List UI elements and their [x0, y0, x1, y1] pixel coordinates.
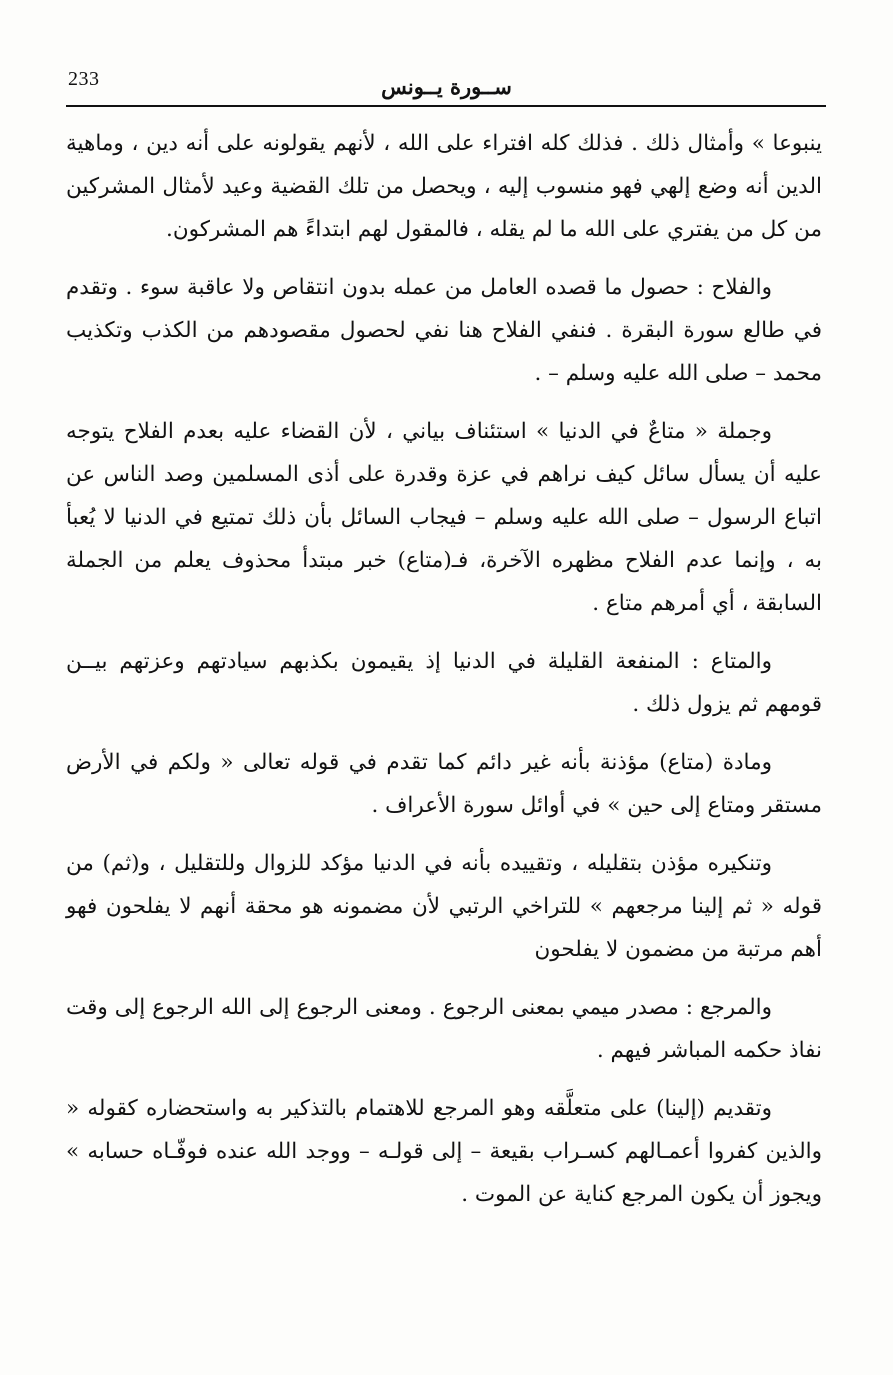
- paragraph-3: وجملة « متاعٌ في الدنيا » استئناف بياني ، لأن القضاء عليه بعدم الفلاح يتوجه عليه أن يسأل سائل كيف نراهم في عزة وقدرة على أذى المسلمين وصد الناس عن اتباع الرسول – صلى الله عليه وسلم – فيجاب السائل بأن ذلك تمتيع في الدنيا لا يُعبأ به ، وإنما عدم الفلاح مظهره الآخرة، فـ(متاع) خبر مبتدأ محذوف يعلم من الجملة السابقة ، أي أمرهم متاع .: [66, 419, 822, 616]
- paragraph-7: والمرجع : مصدر ميمي بمعنى الرجوع . ومعنى الرجوع إلى الله الرجوع إلى وقت نفاذ حكمه المباشر فيهم .: [66, 995, 822, 1063]
- page-body: [66, 122, 822, 1231]
- page-number: 233: [68, 68, 100, 90]
- paragraph-1: ينبوعا » وأمثال ذلك . فذلك كله افتراء على الله ، لأنهم يقولونه على أنه دين ، وماهية الدين أنه وضع إلهي فهو منسوب إليه ، ويحصل من تلك القضية وعيد لأمثال المشركين من كل من يفتري على الله ما لم يقله ، فالمقول لهم ابتداءً هم المشركون.: [66, 131, 822, 242]
- paragraph-8: وتقديم (إلينا) على متعلَّقه وهو المرجع للاهتمام بالتذكير به واستحضاره كقوله « والذين كفروا أعمـالهم كسـراب بقيعة – إلى قولـه – ووجد الله عنده فوفّـاه حسابه » ويجوز أن يكون المرجع كناية عن الموت .: [66, 1096, 822, 1207]
- paragraph-6: وتنكيره مؤذن بتقليله ، وتقييده بأنه في الدنيا مؤكد للزوال وللتقليل ، و(ثم) من قوله « ثم إلينا مرجعهم » للتراخي الرتبي لأن مضمونه هو محقة أنهم لا يفلحون فهو أهم مرتبة من مضمون لا يفلحون: [66, 851, 822, 962]
- running-header-surah-title: ســورة يــونس: [381, 74, 512, 99]
- paragraph-2: والفلاح : حصول ما قصده العامل من عمله بدون انتقاص ولا عاقبة سوء . وتقدم في طالع سورة البقرة . فنفي الفلاح هنا نفي لحصول مقصودهم من الكذب وتكذيب محمد – صلى الله عليه وسلم – .: [66, 275, 822, 386]
- header-divider: [66, 105, 826, 107]
- paragraph-4: والمتاع : المنفعة القليلة في الدنيا إذ يقيمون بكذبهم سيادتهم وعزتهم بيــن قومهم ثم يزول ذلك .: [66, 649, 822, 717]
- paragraph-5: ومادة (متاع) مؤذنة بأنه غير دائم كما تقدم في قوله تعالى « ولكم في الأرض مستقر ومتاع إلى حين » في أوائل سورة الأعراف .: [66, 750, 822, 818]
